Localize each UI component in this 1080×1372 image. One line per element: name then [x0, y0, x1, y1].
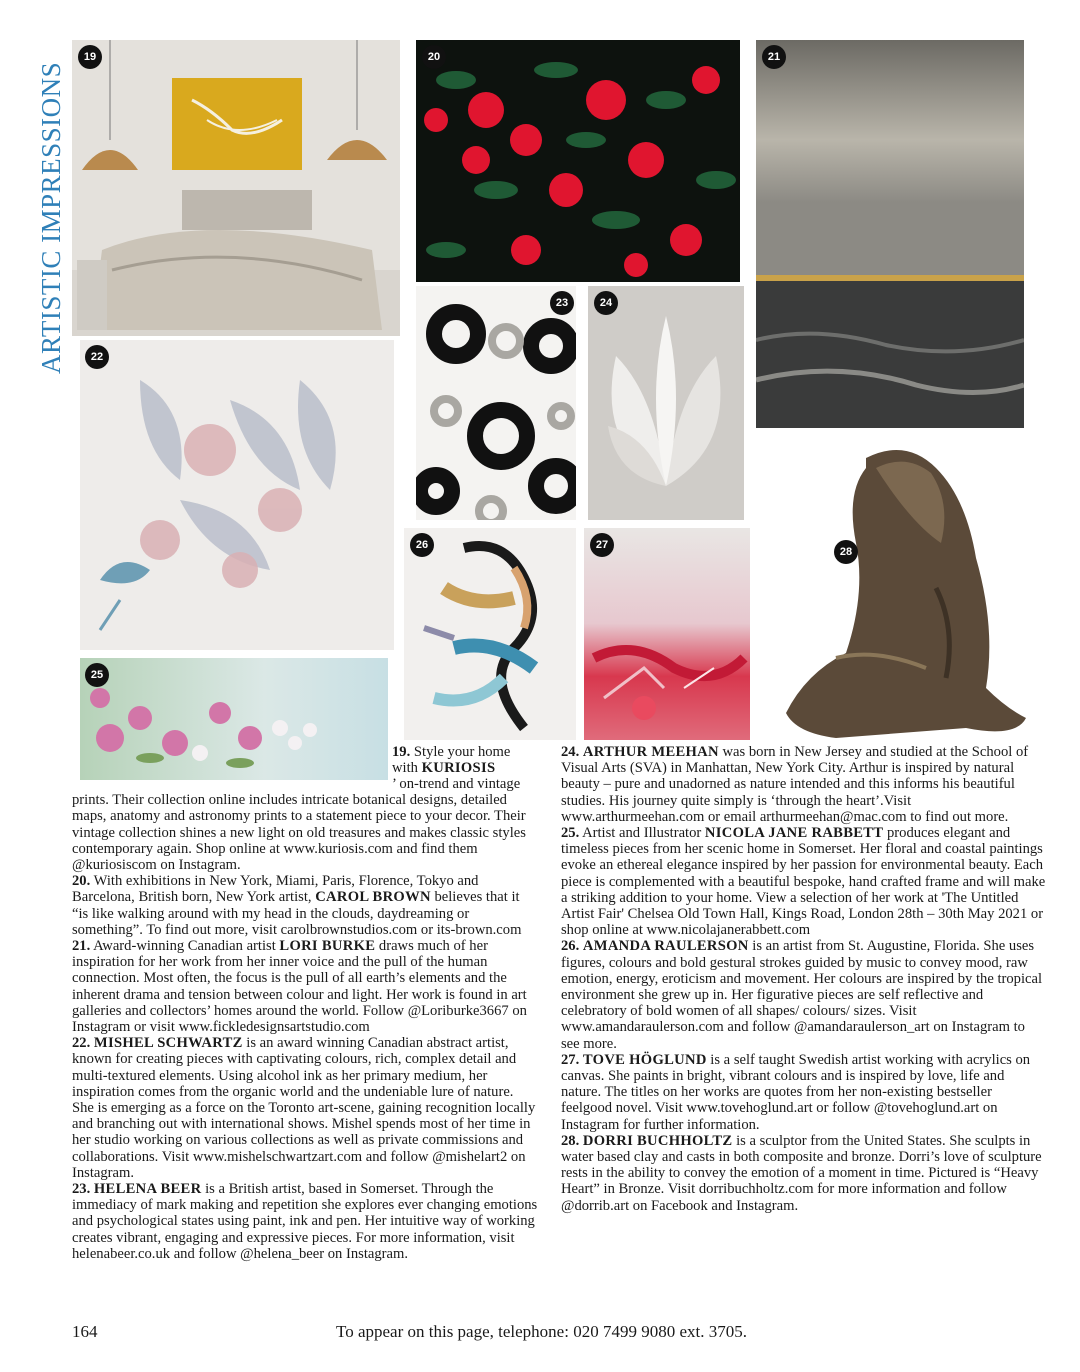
- badge-23: 23: [550, 291, 574, 315]
- entry-22: 22. MISHEL SCHWARTZ is an award winning Canadian abstract artist, known for creating pieces with captivating colours, rich, complex detail and multi-textured elements. Using alcohol ink as her primary medium, her inspiration comes from the organic world and the undeniable lure of nature. She is emerging as a force on the Toronto art-scene, gaining recognition locally and branching out with international shows. Mishel spends most of her time in her studio working on various collections as well as private commissions and collaborations. Visit www.mishelschwartzart.com and follow @mishelart2 on Instagram.: [72, 1035, 536, 1181]
- right-column: [561, 744, 1046, 1214]
- entry-21: 21. Award-winning Canadian artist LORI BURKE draws much of her inspiration for her work from her inner voice and the pull of the human connection. Most often, the focus is the pull of all earth’s elements and the inherent drama and tension between colour and light. Her work is found in art galleries and collectors’ homes around the world. Follow @Loriburke3667 on Instagram or visit www.fickledesignsartstudio.com: [72, 938, 527, 1036]
- entry-19-lead: [392, 744, 532, 776]
- artwork-20-red-flowers-image: [416, 40, 740, 282]
- entry-19-name: KURIOSIS: [421, 760, 496, 777]
- entry-19-body: ’ on-trend and vintage prints. Their collection online includes intricate botanical designs, detailed maps, anatomy and astronomy prints to a statement piece to your decor. Their vintage collection shines a new light on old treasures and makes classic styles contemporary again. Shop online at www.kuriosis.com and find them @kuriosiscom on Instagram.: [72, 776, 526, 874]
- entry-24: 24. ARTHUR MEEHAN was born in New Jersey and studied at the School of Visual Arts (SVA) in Manhattan, New York City. Arthur is inspired by natural beauty – pure and unadorned as nature intended and this informs his beautiful studies. His journey quite simply is ‘through the heart’.Visit www.arthurmeehan.com or email arthurmeehan@mac.com to find out more.: [561, 744, 1029, 825]
- badge-26: 26: [410, 533, 434, 557]
- entry-28: 28. DORRI BUCHHOLTZ is a sculptor from the United States. She sculpts in water based clay and casts in both composite and bronze. Dorri’s love of sculpture rests in the ability to convey the emotion of a moment in time. Pictured is “Heavy Heart” in Bronze. Visit dorribuchholtz.com for more information and follow @dorrib.art on Facebook and Instagram.: [561, 1132, 1042, 1214]
- left-column: [72, 776, 538, 1262]
- artwork-28-bronze-sculpture-image: [776, 438, 1040, 738]
- entry-19-text-a: Style your home with: [392, 744, 511, 777]
- artwork-19-bedroom-image: [72, 40, 400, 336]
- artwork-21-seascape-image: [756, 40, 1024, 428]
- badge-21: 21: [762, 45, 786, 69]
- artwork-22-hummingbird-floral-image: [80, 340, 394, 650]
- badge-25: 25: [85, 663, 109, 687]
- badge-20: 20: [422, 45, 446, 69]
- section-title: ARTISTIC IMPRESSIONS: [36, 61, 66, 375]
- badge-28: 28: [834, 540, 858, 564]
- artwork-24-magnolia-image: [588, 286, 744, 520]
- entry-25: 25. Artist and Illustrator NICOLA JANE RABBETT produces elegant and timeless pieces from her scenic home in Somerset. Her floral and coastal paintings evoke an ethereal elegance inspired by her passion for environmental beauty. Each piece is complemented with a beautiful bespoke, hand crafted frame and will make a striking addition to your home. View a selection of her work at 'The Untitled Artist Fair' Chelsea Old Town Hall, Kings Road, London 28th – 30th May 2021 or shop online at www.nicolajanerabbett.com: [561, 825, 1046, 939]
- page-number: 164: [72, 1322, 98, 1341]
- advertising-contact-note: To appear on this page, telephone: 020 7499 9080 ext. 3705.: [336, 1322, 747, 1341]
- entry-23: 23. HELENA BEER is a British artist, based in Somerset. Through the immediacy of mark making and repetition she explores ever changing emotions and psychological states using paint, ink and pen. Her intuitive way of working creates vibrant, engaging and expressive pieces. For more information, visit helenabeer.co.uk and follow @helena_beer on Instagram.: [72, 1181, 538, 1262]
- artwork-26-abstract-figure-image: [404, 528, 576, 740]
- entry-26: 26. AMANDA RAULERSON is an artist from St. Augustine, Florida. She uses figures, colours and bold gestural strokes guided by music to convey mood, raw emotion, energy, eroticism and movement. Her colours are inspired by the tropical environment she grew up in. Her figurative pieces are self reflective and celebratory of bold women of all shapes/ colours/ sizes. Visit www.amandaraulerson.com and follow @amandaraulerson_art on Instagram to see more.: [561, 938, 1043, 1052]
- badge-19: 19: [78, 45, 102, 69]
- entry-20: 20. With exhibitions in New York, Miami, Paris, Florence, Tokyo and Barcelona, British born, New York artist, CAROL BROWN believes that it “is like walking around with my head in the clouds, daydreaming or something”. To find out more, visit carolbrownstudios.com or its-brown.com: [72, 873, 522, 938]
- entry-27: 27. TOVE HÖGLUND is a self taught Swedish artist working with acrylics on canvas. She paints in bright, vibrant colours and is inspired by love, life and nature. The titles on her works are quotes from her non-existing bestseller feelgood novel. Visit www.tovehoglund.art or follow @tovehoglund.art on Instagram for further information.: [561, 1051, 1031, 1133]
- badge-24: 24: [594, 291, 618, 315]
- artwork-23-black-circles-image: [416, 286, 576, 520]
- artwork-25-pink-flowers-image: [80, 658, 388, 780]
- entry-19-number: 19.: [392, 744, 411, 760]
- badge-22: 22: [85, 345, 109, 369]
- artwork-27-red-abstract-image: [584, 528, 750, 740]
- badge-27: 27: [590, 533, 614, 557]
